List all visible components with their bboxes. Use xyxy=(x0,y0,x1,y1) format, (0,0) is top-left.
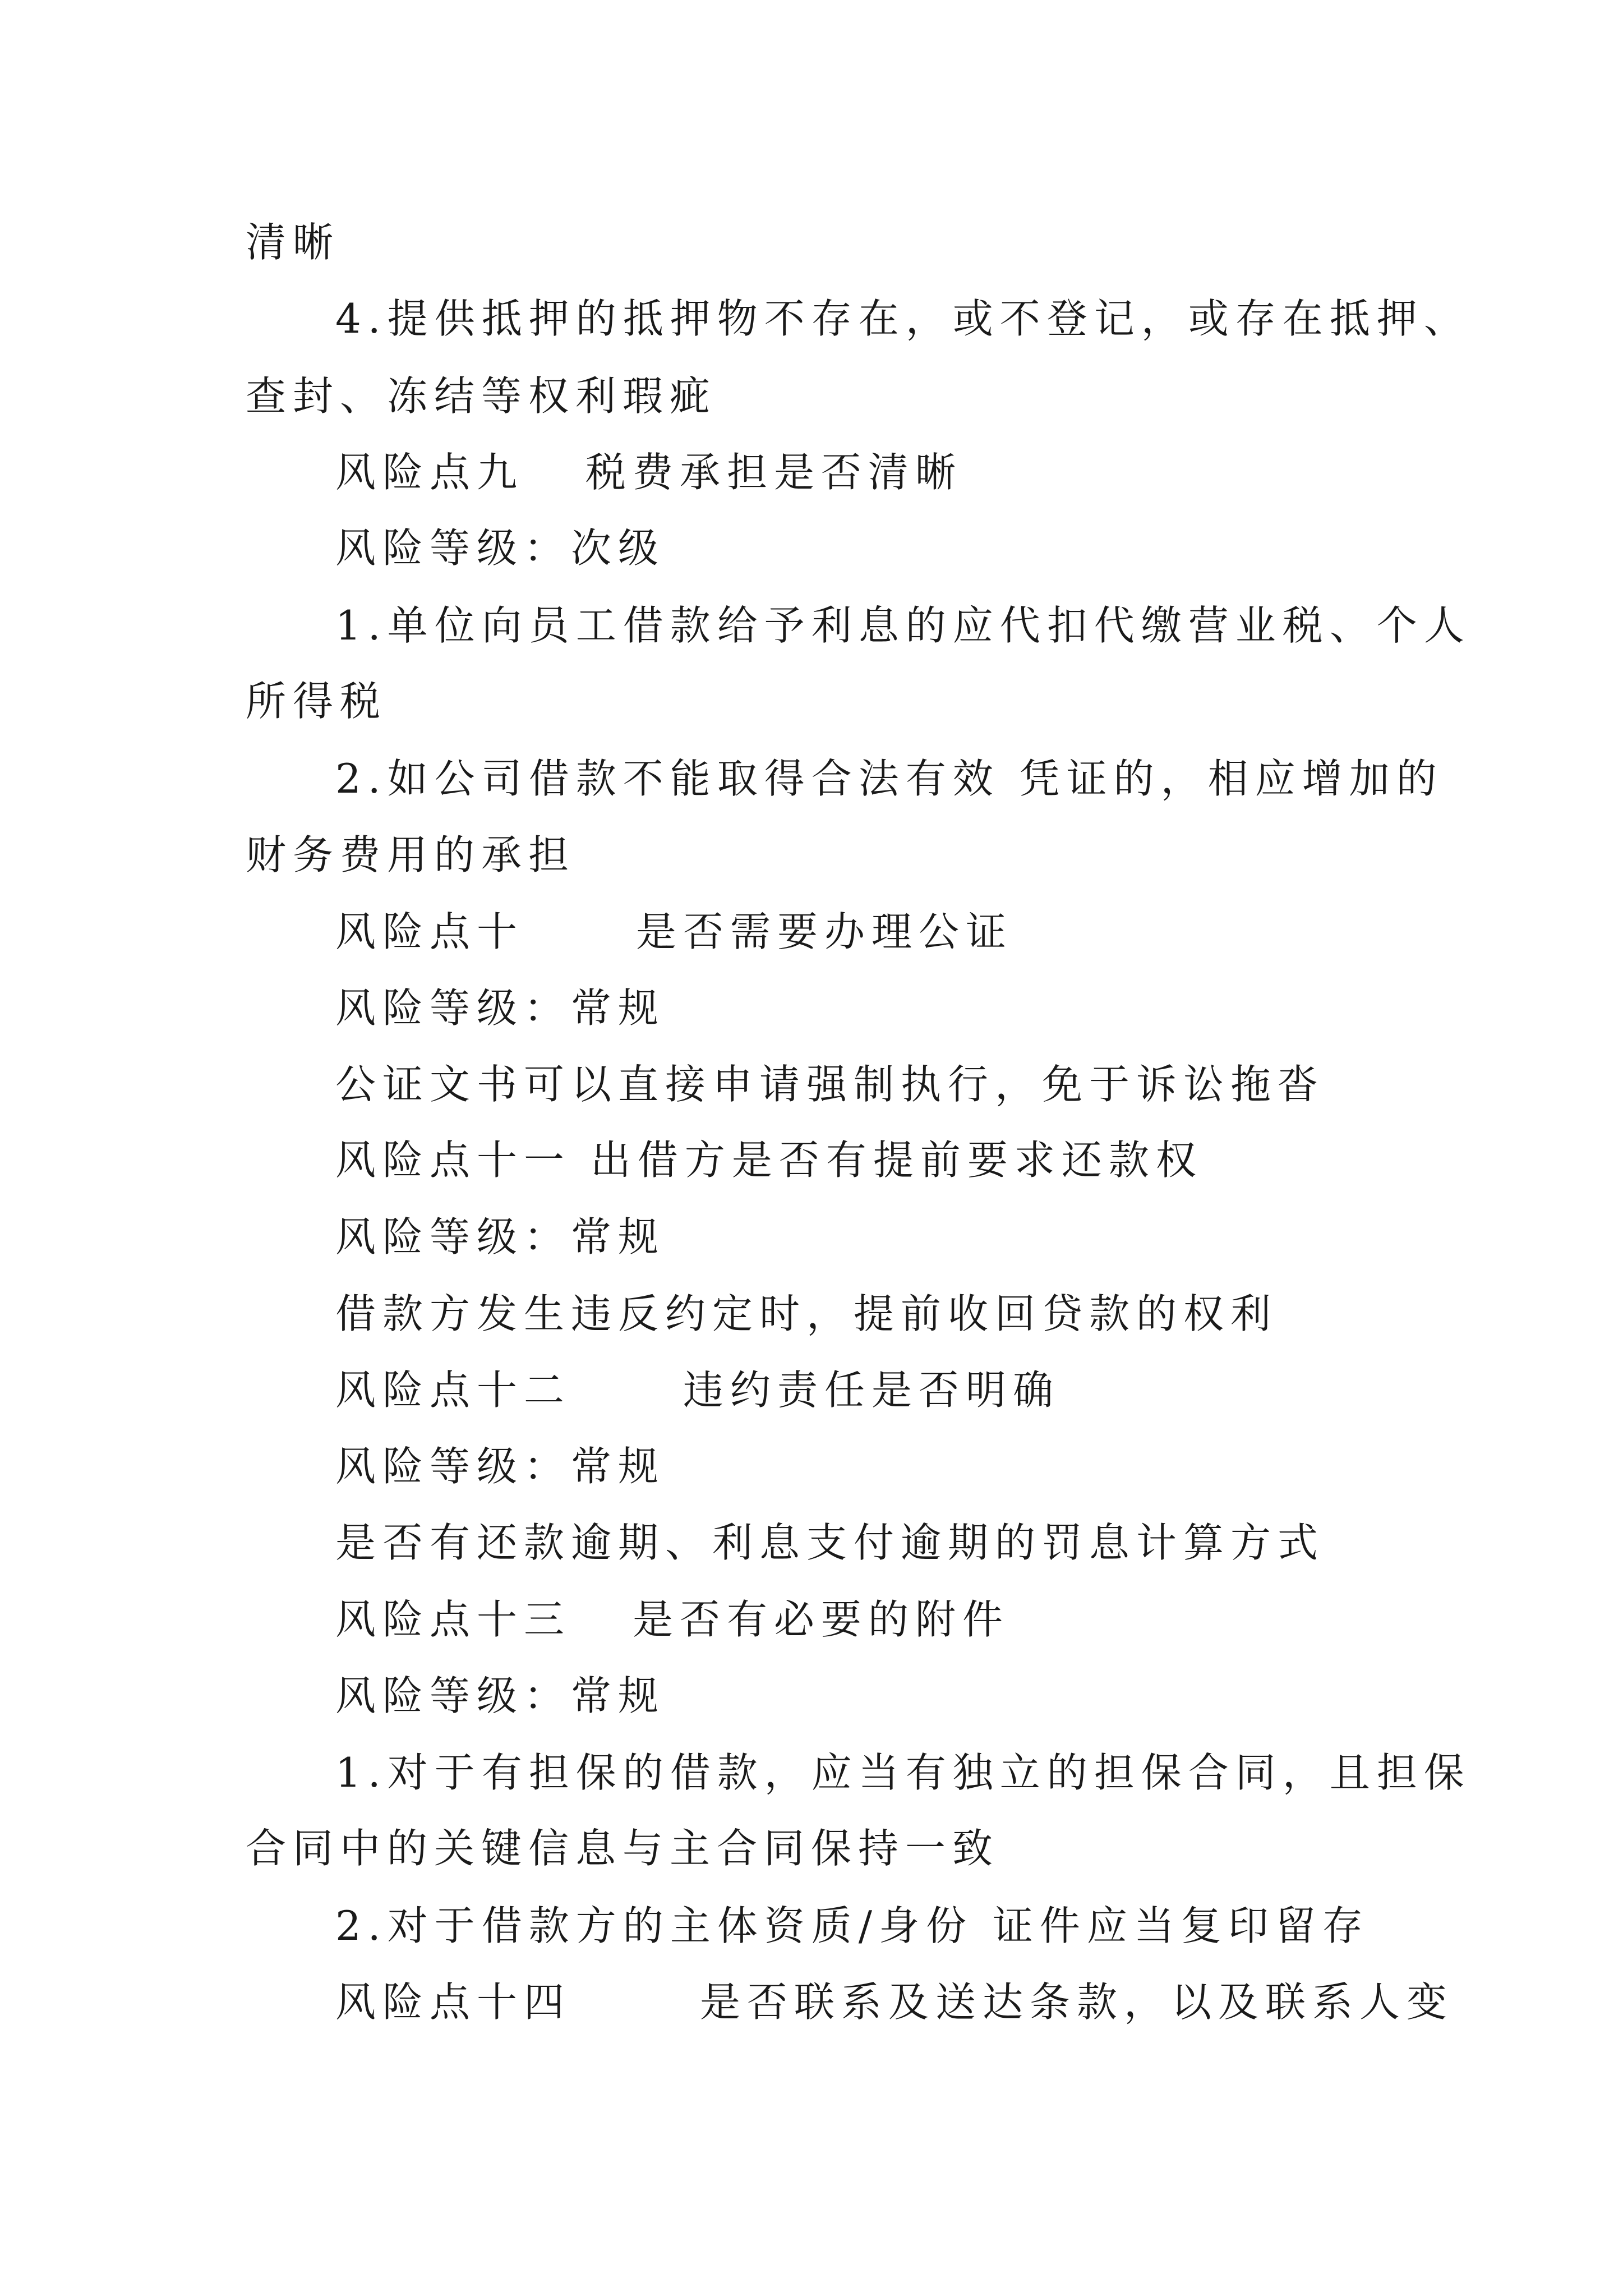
risk-point-heading xyxy=(335,449,963,496)
risk-point-title: 税费承担是否清晰 xyxy=(585,449,963,496)
text-line: 是否有还款逾期、利息支付逾期的罚息计算方式 xyxy=(335,1519,1325,1566)
risk-level: 风险等级：常规 xyxy=(335,1213,666,1260)
text-line: 4.提供抵押的抵押物不存在，或不登记，或存在抵押、 xyxy=(335,295,1471,342)
text-line: 查封、冻结等权利瑕疵 xyxy=(246,372,717,420)
risk-level: 风险等级：次级 xyxy=(335,524,666,572)
text-line: 2.如公司借款不能取得合法有效 凭证的，相应增加的 xyxy=(335,755,1444,802)
risk-point-label: 风险点九 xyxy=(335,449,524,496)
risk-point-title: 是否联系及送达条款，以及联系人变 xyxy=(700,1978,1454,2026)
risk-level: 风险等级：常规 xyxy=(335,1672,666,1719)
risk-point-title: 是否需要办理公证 xyxy=(636,908,1013,955)
risk-point-heading xyxy=(335,1596,1010,1643)
risk-point-heading xyxy=(335,908,1013,955)
risk-point-heading: 风险点十一 出借方是否有提前要求还款权 xyxy=(335,1137,1203,1184)
text-line: 2.对于借款方的主体资质/身份 证件应当复印留存 xyxy=(335,1902,1370,1949)
risk-level: 风险等级：常规 xyxy=(335,1443,666,1490)
text-line: 1.对于有担保的借款，应当有独立的担保合同，且担保 xyxy=(335,1749,1471,1796)
text-line: 合同中的关键信息与主合同保持一致 xyxy=(246,1825,1000,1872)
risk-point-heading xyxy=(335,1978,1454,2026)
risk-point-title: 是否有必要的附件 xyxy=(633,1596,1010,1643)
text-line: 公证文书可以直接申请强制执行，免于诉讼拖沓 xyxy=(335,1061,1325,1108)
risk-point-label: 风险点十二 xyxy=(335,1366,571,1414)
text-line: 1.单位向员工借款给予利息的应代扣代缴营业税、个人 xyxy=(335,602,1471,649)
text-line: 借款方发生违反约定时，提前收回贷款的权利 xyxy=(335,1290,1278,1337)
risk-point-heading xyxy=(335,1366,1061,1414)
risk-point-label: 风险点十四 xyxy=(335,1978,571,2026)
text-line: 所得税 xyxy=(246,678,388,725)
risk-point-title: 违约责任是否明确 xyxy=(683,1366,1061,1414)
risk-point-label: 风险点十 xyxy=(335,908,524,955)
text-line: 财务费用的承担 xyxy=(246,831,576,878)
risk-point-label: 风险点十三 xyxy=(335,1596,571,1643)
risk-level: 风险等级：常规 xyxy=(335,984,666,1032)
text-line: 清晰 xyxy=(246,219,340,266)
